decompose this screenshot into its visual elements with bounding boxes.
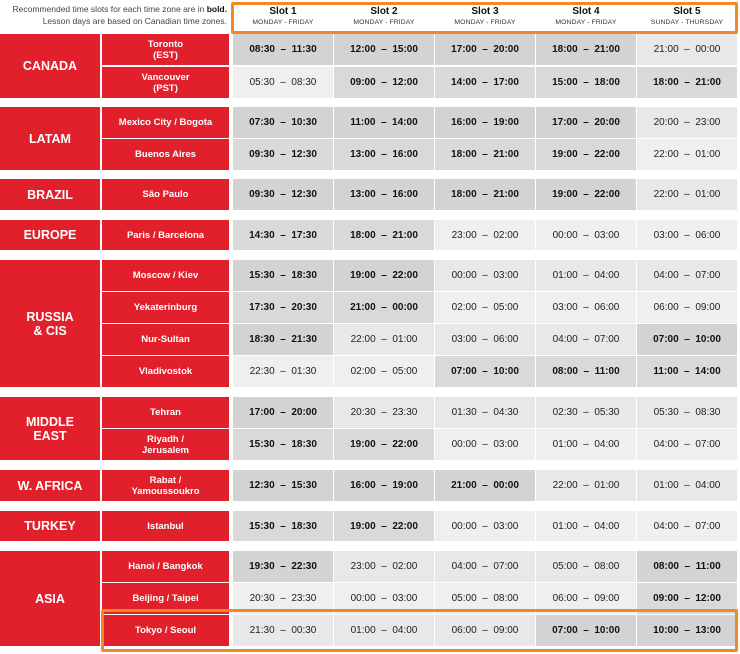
slot-days: SUNDAY - THURSDAY — [650, 19, 724, 26]
time-slot-cell: 03:00 – 06:00 — [536, 292, 636, 323]
time-slot-cell: 00:00 – 03:00 — [435, 260, 535, 291]
time-slot-cell: 20:30 – 23:30 — [233, 583, 333, 614]
city-label: Vancouver (PST) — [102, 67, 229, 98]
slot-title: Slot 5 — [673, 6, 701, 17]
time-slot-cell: 06:00 – 09:00 — [536, 583, 636, 614]
slot-title: Slot 1 — [269, 6, 297, 17]
time-slot-cell: 13:00 – 16:00 — [334, 139, 434, 170]
region-label: MIDDLE EAST — [0, 397, 100, 460]
time-slot-cell: 06:00 – 09:00 — [435, 615, 535, 646]
region-label: TURKEY — [0, 511, 100, 541]
time-slot-cell: 22:00 – 01:00 — [536, 470, 636, 501]
time-slot-cell: 22:00 – 01:00 — [637, 139, 737, 170]
time-slot-cell: 03:00 – 06:00 — [637, 220, 737, 250]
city-label: Vladivostok — [102, 356, 229, 387]
city-label: Moscow / Kiev — [102, 260, 229, 291]
time-slot-cell: 00:00 – 03:00 — [536, 220, 636, 250]
time-slot-cell: 18:00 – 21:00 — [435, 179, 535, 210]
time-slot-cell: 22:00 – 01:00 — [637, 179, 737, 210]
time-slot-cell: 15:30 – 18:30 — [233, 429, 333, 460]
time-slot-cell: 19:00 – 22:00 — [334, 429, 434, 460]
time-slot-cell: 17:00 – 20:00 — [536, 107, 636, 138]
time-slot-cell: 01:00 – 04:00 — [536, 429, 636, 460]
slot-days: MONDAY - FRIDAY — [252, 19, 314, 26]
time-slot-cell: 07:00 – 10:00 — [536, 615, 636, 646]
time-slot-cell: 18:00 – 21:00 — [637, 67, 737, 98]
time-slot-cell: 17:00 – 20:00 — [233, 397, 333, 428]
time-slot-cell: 05:00 – 08:00 — [536, 551, 636, 582]
city-label: Nur-Sultan — [102, 324, 229, 355]
city-label: Buenos Aires — [102, 139, 229, 170]
region-label: W. AFRICA — [0, 470, 100, 501]
city-label: Beijing / Taipei — [102, 583, 229, 614]
city-label: São Paulo — [102, 179, 229, 210]
time-slot-cell: 09:30 – 12:30 — [233, 139, 333, 170]
city-label: Tokyo / Seoul — [102, 615, 229, 646]
time-slot-cell: 10:00 – 13:00 — [637, 615, 737, 646]
slot-days: MONDAY - FRIDAY — [555, 19, 617, 26]
time-slot-cell: 15:00 – 18:00 — [536, 67, 636, 98]
time-slot-cell: 18:00 – 21:00 — [435, 139, 535, 170]
time-slot-cell: 07:30 – 10:30 — [233, 107, 333, 138]
time-slot-cell: 00:00 – 03:00 — [435, 429, 535, 460]
time-slot-cell: 05:00 – 08:00 — [435, 583, 535, 614]
region-label: ASIA — [0, 551, 100, 646]
time-slot-cell: 19:00 – 22:00 — [536, 139, 636, 170]
time-slot-cell: 08:00 – 11:00 — [536, 356, 636, 387]
city-label: Rabat / Yamoussoukro — [102, 470, 229, 501]
time-slot-cell: 11:00 – 14:00 — [334, 107, 434, 138]
time-slot-cell: 04:00 – 07:00 — [637, 429, 737, 460]
note-bold-word: bold. — [206, 4, 227, 14]
time-slot-cell: 15:30 – 18:30 — [233, 511, 333, 541]
time-slot-cell: 22:30 – 01:30 — [233, 356, 333, 387]
time-slot-cell: 19:00 – 22:00 — [334, 260, 434, 291]
city-label: Tehran — [102, 397, 229, 428]
time-slot-cell: 21:30 – 00:30 — [233, 615, 333, 646]
time-slot-cell: 19:30 – 22:30 — [233, 551, 333, 582]
time-slot-cell: 06:00 – 09:00 — [637, 292, 737, 323]
time-slot-cell: 15:30 – 18:30 — [233, 260, 333, 291]
time-slot-cell: 13:00 – 16:00 — [334, 179, 434, 210]
time-slot-cell: 17:00 – 20:00 — [435, 34, 535, 65]
city-label: Yekaterinburg — [102, 292, 229, 323]
time-slot-cell: 01:00 – 04:00 — [536, 511, 636, 541]
region-label: LATAM — [0, 107, 100, 170]
time-slot-cell: 03:00 – 06:00 — [435, 324, 535, 355]
time-slot-cell: 17:30 – 20:30 — [233, 292, 333, 323]
city-label: Istanbul — [102, 511, 229, 541]
time-slot-cell: 04:00 – 07:00 — [637, 260, 737, 291]
slot-title: Slot 4 — [572, 6, 600, 17]
time-slot-cell: 11:00 – 14:00 — [637, 356, 737, 387]
time-slot-cell: 21:00 – 00:00 — [435, 470, 535, 501]
time-slot-cell: 05:30 – 08:30 — [637, 397, 737, 428]
slot-title: Slot 3 — [471, 6, 499, 17]
time-slot-cell: 14:00 – 17:00 — [435, 67, 535, 98]
time-slot-cell: 02:30 – 05:30 — [536, 397, 636, 428]
time-slot-cell: 21:00 – 00:00 — [637, 34, 737, 65]
city-label: Mexico City / Bogota — [102, 107, 229, 138]
city-label: Toronto (EST) — [102, 34, 229, 65]
region-label: RUSSIA & CIS — [0, 260, 100, 387]
time-slot-cell: 20:00 – 23:00 — [637, 107, 737, 138]
time-slot-cell: 01:30 – 04:30 — [435, 397, 535, 428]
slot-days: MONDAY - FRIDAY — [454, 19, 516, 26]
time-slot-cell: 12:30 – 15:30 — [233, 470, 333, 501]
time-slot-cell: 07:00 – 10:00 — [435, 356, 535, 387]
time-slot-cell: 23:00 – 02:00 — [435, 220, 535, 250]
time-slot-cell: 18:30 – 21:30 — [233, 324, 333, 355]
slot-days: MONDAY - FRIDAY — [353, 19, 415, 26]
time-slot-cell: 08:30 – 11:30 — [233, 34, 333, 65]
time-slot-cell: 09:00 – 12:00 — [637, 583, 737, 614]
city-label: Hanoi / Bangkok — [102, 551, 229, 582]
time-slot-cell: 09:00 – 12:00 — [334, 67, 434, 98]
time-slot-cell: 07:00 – 10:00 — [637, 324, 737, 355]
time-slot-cell: 02:00 – 05:00 — [334, 356, 434, 387]
note-line2: Lesson days are based on Canadian time zones. — [42, 16, 227, 26]
time-slot-cell: 18:00 – 21:00 — [334, 220, 434, 250]
region-label: CANADA — [0, 34, 100, 98]
time-slot-cell: 12:00 – 15:00 — [334, 34, 434, 65]
time-slot-cell: 01:00 – 04:00 — [334, 615, 434, 646]
city-label: Paris / Barcelona — [102, 220, 229, 250]
time-slot-cell: 20:30 – 23:30 — [334, 397, 434, 428]
region-label: BRAZIL — [0, 179, 100, 210]
time-slot-cell: 19:00 – 22:00 — [334, 511, 434, 541]
time-slot-cell: 08:00 – 11:00 — [637, 551, 737, 582]
time-slot-cell: 14:30 – 17:30 — [233, 220, 333, 250]
time-slot-cell: 23:00 – 02:00 — [334, 551, 434, 582]
time-slot-cell: 04:00 – 07:00 — [435, 551, 535, 582]
time-slot-cell: 16:00 – 19:00 — [435, 107, 535, 138]
time-slot-cell: 05:30 – 08:30 — [233, 67, 333, 98]
time-slot-cell: 01:00 – 04:00 — [536, 260, 636, 291]
time-slot-cell: 00:00 – 03:00 — [334, 583, 434, 614]
time-slot-cell: 09:30 – 12:30 — [233, 179, 333, 210]
time-slot-cell: 21:00 – 00:00 — [334, 292, 434, 323]
time-slot-cell: 19:00 – 22:00 — [536, 179, 636, 210]
time-slot-cell: 02:00 – 05:00 — [435, 292, 535, 323]
time-slot-cell: 04:00 – 07:00 — [536, 324, 636, 355]
time-slot-cell: 04:00 – 07:00 — [637, 511, 737, 541]
time-slot-cell: 16:00 – 19:00 — [334, 470, 434, 501]
time-slot-cell: 18:00 – 21:00 — [536, 34, 636, 65]
slot-title: Slot 2 — [370, 6, 398, 17]
region-label: EUROPE — [0, 220, 100, 250]
time-slot-cell: 00:00 – 03:00 — [435, 511, 535, 541]
note-line1: Recommended time slots for each time zone are in — [12, 4, 207, 14]
city-label: Riyadh / Jerusalem — [102, 429, 229, 460]
time-slot-cell: 22:00 – 01:00 — [334, 324, 434, 355]
time-slot-cell: 01:00 – 04:00 — [637, 470, 737, 501]
